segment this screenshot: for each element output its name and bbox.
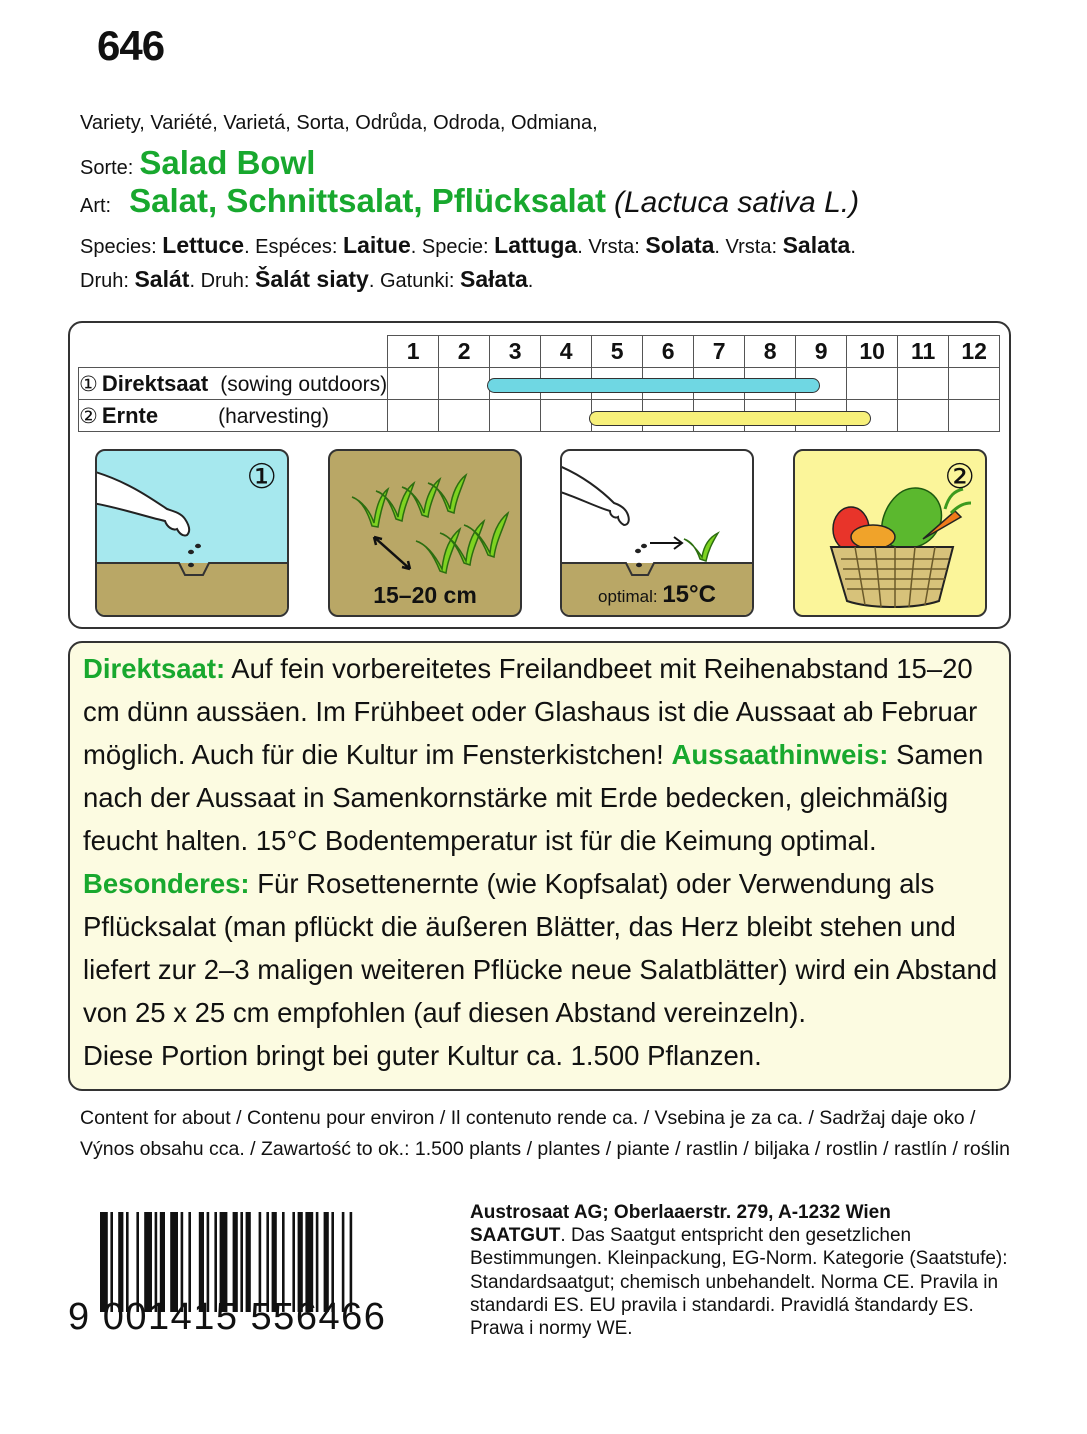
calendar-row-label [79, 368, 388, 400]
species-dot: . [410, 236, 417, 258]
row-name: Ernte [101, 402, 159, 428]
species-value: Salát [134, 266, 190, 292]
portion-text: Diese Portion bringt bei guter Kultur ca. 1.500 Pflanzen. [83, 1040, 762, 1071]
company-address: Austrosaat AG; Oberlaaerstr. 279, A-1232 Wien [470, 1202, 891, 1223]
hinweis-label: Aussaathinweis: [671, 739, 889, 770]
month-header: 11 [898, 336, 949, 368]
species-dot: . [577, 236, 583, 258]
temperature-caption-label: optimal: [598, 587, 658, 606]
temperature-panel [560, 449, 754, 617]
culture-instructions [68, 641, 1011, 1091]
seed-legal-note [470, 1224, 1030, 1340]
species-dot: . [714, 236, 720, 258]
sowing-step-number: ① [246, 458, 277, 496]
species-value: Lattuga [494, 232, 578, 258]
species-label: Species: [80, 236, 163, 258]
harvest-panel [793, 449, 987, 617]
latin-name: (Lactuca sativa L.) [613, 186, 860, 219]
calendar-cell [439, 400, 490, 432]
variety-line: Variety, Variété, Varietá, Sorta, Odrůda, Odroda, Odmiana, [80, 112, 598, 134]
row-english: (sowing outdoors) [220, 372, 388, 396]
species-row-1 [80, 232, 856, 259]
month-header: 9 [796, 336, 847, 368]
species-label: Vrsta: [582, 236, 646, 258]
art-row [80, 182, 859, 220]
legal-text [470, 1201, 1030, 1340]
month-header: 2 [439, 336, 490, 368]
art-label: Art: [80, 195, 112, 217]
besonderes-label: Besonderes: [83, 868, 250, 899]
temperature-caption [562, 581, 752, 609]
calendar-corner [79, 336, 388, 368]
calendar-cell [847, 368, 898, 400]
calendar-cell [490, 400, 541, 432]
direktsaat-text: Auf fein vorbereitetes Freilandbeet mit Reihenabstand 15–20 cm dünn aussäen. Im Frühbeet oder Glashaus ist die Aussaat ab Februar möglich. Auch für die Kultur im Fensterkistchen! [83, 653, 978, 770]
calendar-cell [388, 368, 439, 400]
calendar-cell [898, 368, 949, 400]
species-value: Laitue [343, 232, 411, 258]
row-symbol: ① [79, 372, 98, 396]
month-header: 8 [745, 336, 796, 368]
species-value: Solata [645, 232, 715, 258]
product-number: 646 [97, 22, 165, 69]
calendar-row-label [79, 400, 388, 432]
month-header: 4 [541, 336, 592, 368]
barcode-digits: 9 001415 556466 [68, 1296, 387, 1338]
row-name: Direktsaat [101, 370, 209, 396]
direktsaat-label: Direktsaat: [83, 653, 226, 684]
row-english: (harvesting) [218, 404, 329, 428]
culture-text [83, 647, 1003, 1077]
harvest-step-number: ② [944, 458, 975, 496]
content-line-2: Výnos obsahu cca. / Zawartość to ok.: 1.500 plants / plantes / piante / rastlin / biljaka / rostlin / rastlín / roślin [80, 1138, 1010, 1160]
species-dot: . [850, 236, 856, 258]
sorte-label: Sorte: [80, 157, 134, 179]
species-value: Lettuce [162, 232, 245, 258]
species-label: Espéces: [249, 236, 344, 258]
spacing-panel [328, 449, 522, 617]
month-header: 6 [643, 336, 694, 368]
month-header: 1 [388, 336, 439, 368]
calendar-cell [949, 400, 1000, 432]
calendar-cell [949, 368, 1000, 400]
calendar-cell [388, 400, 439, 432]
saatgut-text: . Das Saatgut entspricht den gesetzlichen Bestimmungen. Kleinpackung, EG-Norm. Kategorie (Saatstufe): Standardsaatgut; chemisch unbehandelt. Norma CE. Pravila in standardi ES. EU pravila i standardi. Pravidlá štandardy ES. Prawa i normy WE. [470, 1225, 1008, 1340]
direktsaat-period-bar [487, 378, 820, 393]
month-header: 12 [949, 336, 1000, 368]
sorte-value: Salad Bowl [139, 144, 316, 181]
ernte-period-bar [589, 411, 871, 426]
month-header: 10 [847, 336, 898, 368]
saatgut-label: SAATGUT [470, 1225, 561, 1247]
calendar-cell [898, 400, 949, 432]
sorte-row [80, 144, 315, 182]
sowing-panel [95, 449, 289, 617]
hinweis-text: Samen nach der Aussaat in Samenkornstärke mit Erde bedecken, gleichmäßig feucht halten. 15°C Bodentemperatur ist für die Keimung optimal. [83, 739, 984, 856]
species-dot: . [244, 236, 250, 258]
month-header-row [79, 336, 1000, 368]
calendar-cell [541, 400, 592, 432]
species-dot: . [189, 270, 196, 292]
species-label: Druh: [80, 270, 135, 292]
species-value: Sałata [460, 266, 528, 292]
species-label: Vrsta: [719, 236, 783, 258]
species-value: Šalát siaty [255, 266, 369, 292]
species-value: Salata [782, 232, 851, 258]
species-dot: . [368, 270, 375, 292]
species-label: Gatunki: [374, 270, 461, 292]
sowing-calendar [68, 321, 1011, 629]
besonderes-text: Für Rosettenernte (wie Kopfsalat) oder Verwendung als Pflücksalat (man pflückt die äußeren Blätter, das Herz bleibt stehen und liefert zur 2–3 maligen weiteren Pflücke neue Salatblätter) wird ein Abstand von 25 x 25 cm empfohlen (auf diesen Abstand vereinzeln). [83, 868, 998, 1028]
species-label: Druh: [195, 270, 256, 292]
row-symbol: ② [79, 404, 98, 428]
species-dot: . [527, 270, 534, 292]
art-value: Salat, Schnittsalat, Pflücksalat [129, 182, 606, 219]
species-row-2 [80, 266, 533, 293]
month-header: 5 [592, 336, 643, 368]
month-header: 3 [490, 336, 541, 368]
species-label: Specie: [416, 236, 495, 258]
spacing-caption: 15–20 cm [373, 582, 477, 608]
content-line-1: Content for about / Contenu pour environ / Il contenuto rende ca. / Vsebina je za ca. / Sadržaj daje oko / [80, 1107, 976, 1129]
temperature-caption-value: 15°C [662, 581, 716, 608]
month-header: 7 [694, 336, 745, 368]
calendar-cell [439, 368, 490, 400]
